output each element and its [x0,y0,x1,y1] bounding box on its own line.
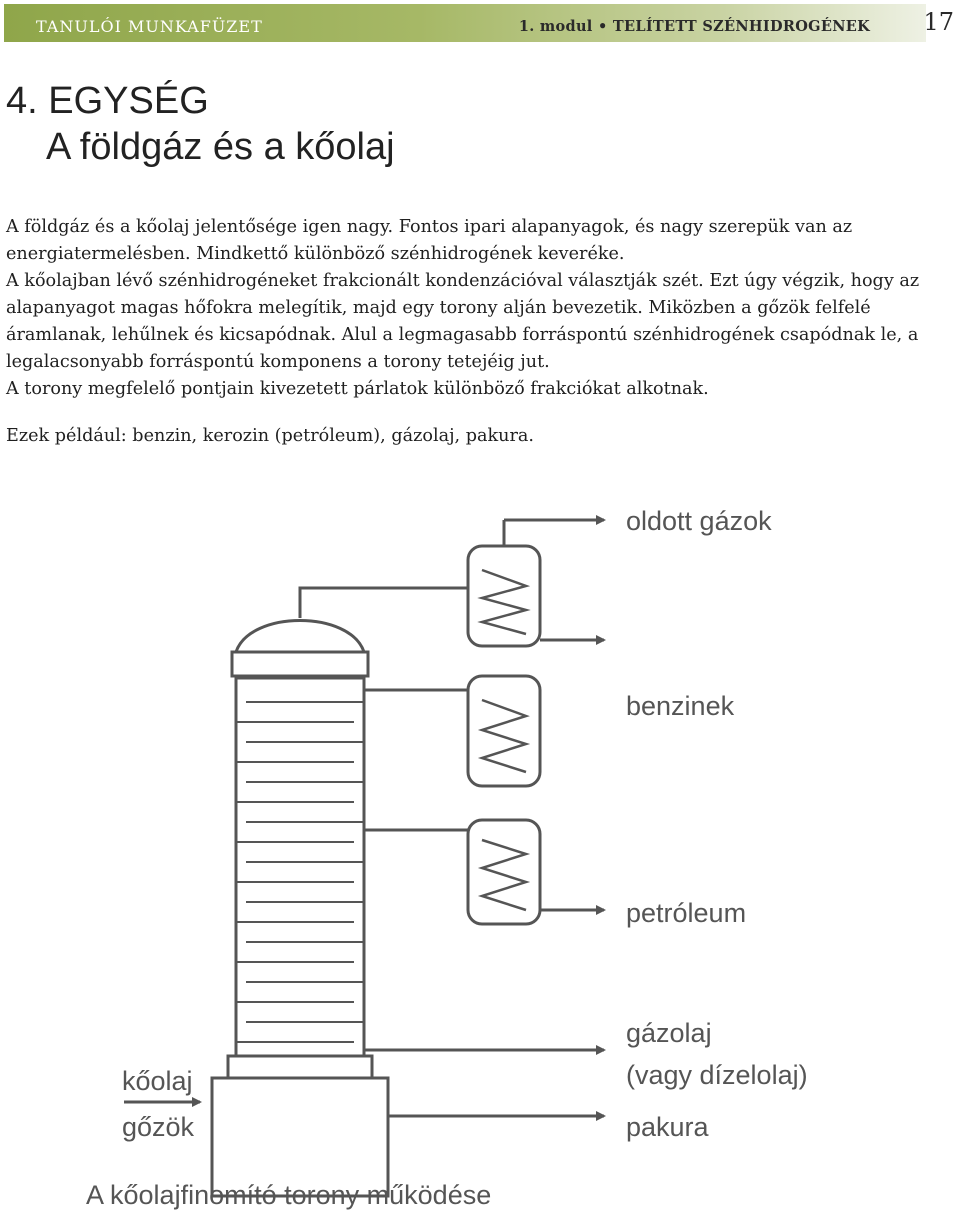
paragraph: A torony megfelelő pontjain kivezetett párlatok különböző frakciókat alkotnak. [6,379,709,399]
label-diesel: gázolaj [626,1018,712,1048]
label-crude-oil: kőolaj [122,1066,193,1096]
paragraph: A földgáz és a kőolaj jelentősége igen nagy. Fontos ipari alapanyagok, és nagy szerepük van az energiatermelésben. Mindkettő különböző szénhidrogének keveréke. [6,217,853,264]
workbook-label: TANULÓI MUNKAFÜZET [36,17,263,36]
label-kerosene: petróleum [626,898,747,928]
coil-3 [482,840,526,910]
page-number: 17 [923,8,954,36]
unit-subtitle: A földgáz és a kőolaj [46,126,395,168]
tower-dome [236,621,364,653]
label-diesel-alt: (vagy dízelolaj) [626,1060,808,1090]
label-fuel-oil: pakura [626,1112,709,1142]
label-vapors: gőzök [122,1112,195,1142]
tower-trays [236,702,364,1042]
distillation-tower-diagram [0,490,960,1226]
tower-column [236,678,364,1056]
condenser-2 [468,676,540,786]
label-gasoline: benzinek [626,691,735,721]
tower-top-plate [232,652,368,676]
condenser-3 [468,820,540,924]
tower-base [212,1078,388,1196]
unit-title: 4. EGYSÉG [6,80,209,122]
module-label: 1. modul • TELÍTETT SZÉNHIDROGÉNEK [518,18,870,35]
diagram-caption: A kőolajfinomító torony működése [86,1180,492,1210]
label-dissolved-gases: oldott gázok [626,506,772,536]
examples-line: Ezek például: benzin, kerozin (petróleum), gázolaj, pakura. [6,426,534,446]
header-bar [4,4,926,42]
paragraph: A kőolajban lévő szénhidrogéneket frakcionált kondenzációval választják szét. Ezt úgy végzik, hogy az alapanyagot magas hőfokra melegítik, majd egy torony alján bevezetik. Miközben a gőzök felfelé áramlanak, lehűlnek és kicsapódnak. Alul a legmagasabb forráspontú szénhidrogének csapódnak le, a legalacsonyabb forráspontú komponens a torony tetejéig jut. [6,271,920,372]
coil-1 [482,570,526,634]
tower-base-step [228,1056,372,1078]
top-pipe [300,588,468,618]
body-text [6,214,956,403]
condenser-1 [468,546,540,646]
coil-2 [482,700,526,772]
